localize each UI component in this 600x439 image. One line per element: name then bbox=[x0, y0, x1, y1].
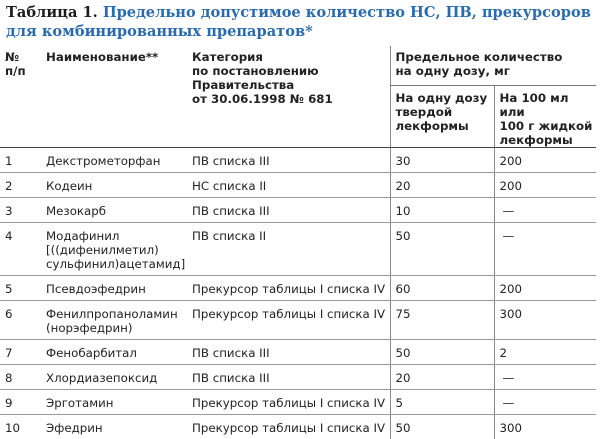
cell-category: Прекурсор таблицы I списка IV bbox=[187, 276, 390, 301]
cell-solid: 10 bbox=[390, 198, 494, 223]
header-solid-line: лекформы bbox=[396, 119, 494, 133]
header-num-line: п/п bbox=[5, 64, 41, 78]
cell-num: 8 bbox=[0, 365, 41, 390]
cell-num: 4 bbox=[0, 223, 41, 276]
cell-liquid: — bbox=[494, 223, 596, 276]
table-row bbox=[0, 301, 596, 340]
name-line: [((дифенилметил) bbox=[46, 243, 187, 257]
header-solid-line: На одну дозу bbox=[396, 91, 494, 105]
name-line: Фенобарбитал bbox=[46, 346, 187, 360]
header-category-line: от 30.06.1998 № 681 bbox=[192, 92, 390, 106]
data-table bbox=[0, 46, 596, 439]
cell-num: 9 bbox=[0, 390, 41, 415]
cell-solid: 75 bbox=[390, 301, 494, 340]
header-liquid-line: 100 г жидкой bbox=[500, 119, 597, 133]
cell-name bbox=[41, 415, 187, 439]
cell-liquid: 300 bbox=[494, 415, 596, 439]
cell-liquid: — bbox=[494, 198, 596, 223]
caption-label: Таблица 1. bbox=[6, 4, 98, 21]
cell-liquid: 2 bbox=[494, 340, 596, 365]
cell-category: ПВ списка III bbox=[187, 365, 390, 390]
name-line: сульфинил)ацетамид] bbox=[46, 257, 187, 271]
cell-num: 5 bbox=[0, 276, 41, 301]
table-row bbox=[0, 223, 596, 276]
header-category-line: Правительства bbox=[192, 78, 390, 92]
name-line: Эрготамин bbox=[46, 396, 187, 410]
cell-solid: 20 bbox=[390, 173, 494, 198]
header-category-line: Категория bbox=[192, 50, 390, 64]
table-row bbox=[0, 415, 596, 439]
cell-solid: 60 bbox=[390, 276, 494, 301]
name-line: Мезокарб bbox=[46, 204, 187, 218]
cell-solid: 30 bbox=[390, 148, 494, 173]
cell-num: 6 bbox=[0, 301, 41, 340]
header-num bbox=[0, 46, 41, 148]
header-limit-line: Предельное количество bbox=[396, 50, 597, 64]
cell-name bbox=[41, 390, 187, 415]
name-line: Фенилпропаноламин bbox=[46, 307, 187, 321]
cell-solid: 20 bbox=[390, 365, 494, 390]
header-liquid-line: На 100 мл или bbox=[500, 91, 597, 119]
header-solid bbox=[390, 86, 494, 148]
cell-name bbox=[41, 173, 187, 198]
cell-num: 10 bbox=[0, 415, 41, 439]
cell-num: 1 bbox=[0, 148, 41, 173]
header-limit bbox=[390, 46, 596, 86]
table-header bbox=[0, 46, 596, 148]
name-line: Псевдоэфедрин bbox=[46, 282, 187, 296]
cell-liquid: 200 bbox=[494, 173, 596, 198]
name-line: Хлордиазепоксид bbox=[46, 371, 187, 385]
cell-num: 7 bbox=[0, 340, 41, 365]
cell-name bbox=[41, 340, 187, 365]
cell-name bbox=[41, 301, 187, 340]
table-caption bbox=[6, 3, 596, 41]
cell-solid: 50 bbox=[390, 415, 494, 439]
name-line: (норэфедрин) bbox=[46, 321, 187, 335]
table-row bbox=[0, 365, 596, 390]
name-line: Декстрометорфан bbox=[46, 154, 187, 168]
table-row bbox=[0, 340, 596, 365]
cell-liquid: 200 bbox=[494, 276, 596, 301]
header-name bbox=[41, 46, 187, 148]
cell-category: Прекурсор таблицы I списка IV bbox=[187, 390, 390, 415]
header-category bbox=[187, 46, 390, 148]
cell-solid: 50 bbox=[390, 223, 494, 276]
name-line: Модафинил bbox=[46, 229, 187, 243]
data-table-container bbox=[0, 46, 600, 439]
cell-name bbox=[41, 276, 187, 301]
cell-name bbox=[41, 365, 187, 390]
cell-category: ПВ списка III bbox=[187, 198, 390, 223]
cell-liquid: 200 bbox=[494, 148, 596, 173]
cell-name bbox=[41, 223, 187, 276]
cell-solid: 50 bbox=[390, 340, 494, 365]
name-line: Кодеин bbox=[46, 179, 187, 193]
cell-liquid: — bbox=[494, 365, 596, 390]
table-row bbox=[0, 198, 596, 223]
name-line: Эфедрин bbox=[46, 421, 187, 435]
cell-name bbox=[41, 198, 187, 223]
cell-category: НС списка II bbox=[187, 173, 390, 198]
cell-category: Прекурсор таблицы I списка IV bbox=[187, 301, 390, 340]
table-row bbox=[0, 276, 596, 301]
cell-num: 2 bbox=[0, 173, 41, 198]
cell-solid: 5 bbox=[390, 390, 494, 415]
header-liquid bbox=[494, 86, 596, 148]
cell-liquid: 300 bbox=[494, 301, 596, 340]
cell-category: ПВ списка III bbox=[187, 148, 390, 173]
cell-category: ПВ списка III bbox=[187, 340, 390, 365]
table-body bbox=[0, 148, 596, 439]
header-category-line: по постановлению bbox=[192, 64, 390, 78]
header-liquid-line: лекформы bbox=[500, 133, 597, 147]
table-row bbox=[0, 173, 596, 198]
cell-liquid: — bbox=[494, 390, 596, 415]
cell-category: ПВ списка II bbox=[187, 223, 390, 276]
table-row bbox=[0, 390, 596, 415]
header-limit-line: на одну дозу, мг bbox=[396, 64, 597, 78]
header-num-line: № bbox=[5, 50, 41, 64]
header-name-text: Наименование** bbox=[46, 50, 187, 64]
header-solid-line: твердой bbox=[396, 105, 494, 119]
caption-text: Предельно допустимое количество НС, ПВ, прекурсоров для комбинированных препаратов* bbox=[6, 4, 591, 40]
cell-name bbox=[41, 148, 187, 173]
cell-num: 3 bbox=[0, 198, 41, 223]
cell-category: Прекурсор таблицы I списка IV bbox=[187, 415, 390, 439]
table-row bbox=[0, 148, 596, 173]
